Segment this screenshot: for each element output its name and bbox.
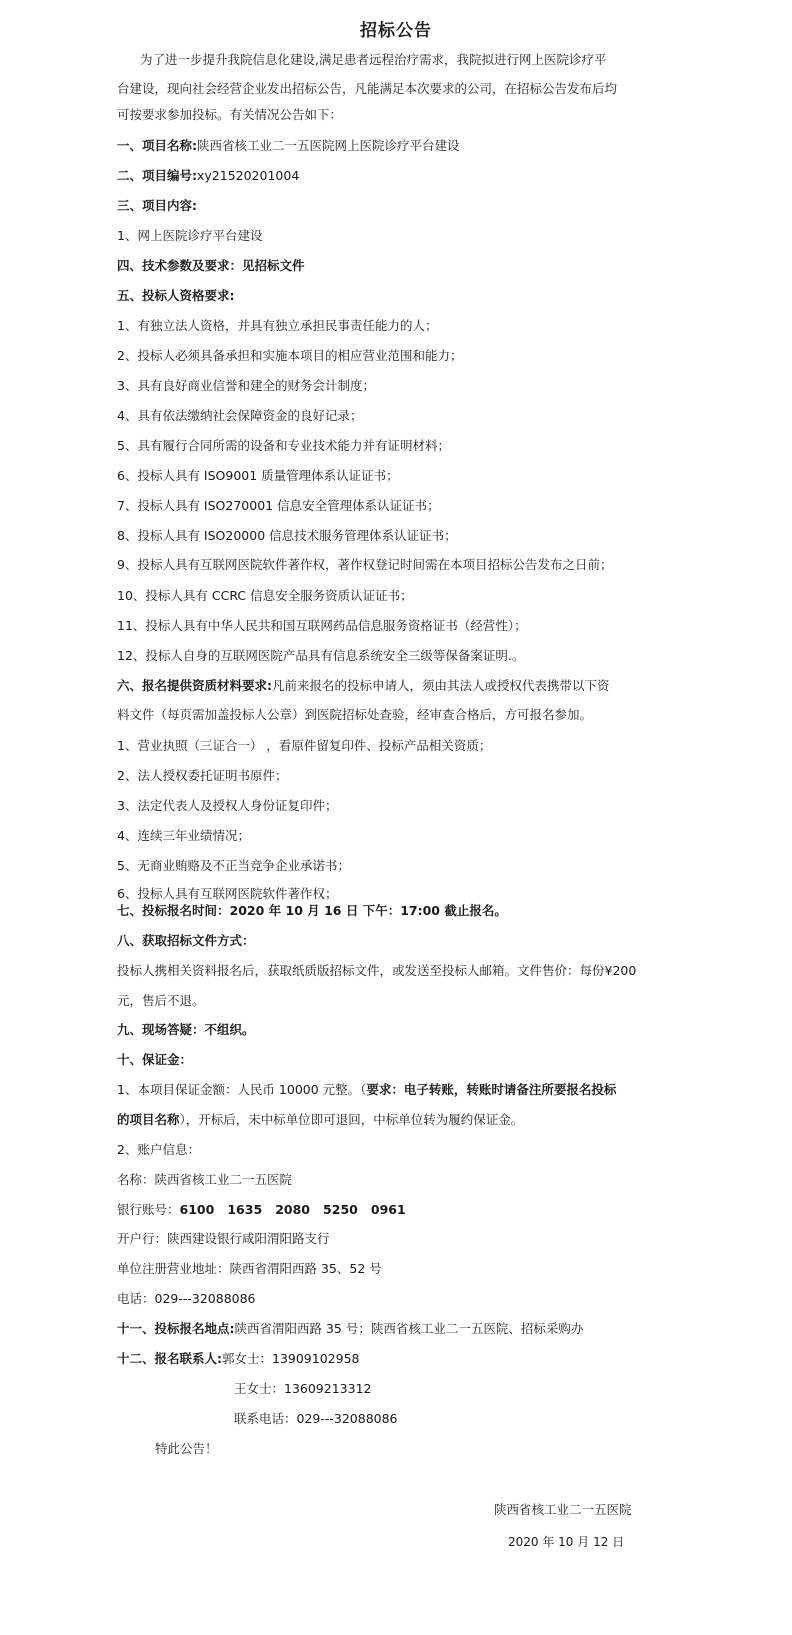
list-item: 6、投标人具有互联网医院软件著作权；	[117, 886, 338, 901]
deposit-requirement: 要求：电子转账，转账时请备注所要报名投标	[366, 1082, 617, 1097]
list-item: 5、无商业贿赂及不正当竞争企业承诺书；	[117, 858, 350, 873]
deposit-amount: 1、本项目保证金额：人民币 10000 元整。（	[117, 1082, 367, 1097]
deposit-line-1	[117, 1081, 616, 1099]
section-3-label: 三、项目内容:	[117, 198, 197, 213]
section-4-label: 四、技术参数及要求：见招标文件	[117, 258, 305, 273]
bank-branch: 开户行：陕西建设银行咸阳渭阳路支行	[117, 1231, 330, 1246]
list-item: 11、投标人具有中华人民共和国互联网药品信息服务资格证书（经营性）；	[117, 618, 527, 633]
contact-2: 王女士：13609213312	[234, 1381, 372, 1396]
account-name: 名称：陕西省核工业二一五医院	[117, 1172, 293, 1187]
section-1	[117, 137, 460, 155]
section-9-label: 九、现场答疑：不组织。	[117, 1022, 255, 1037]
date: 2020 年 10 月 12 日	[508, 1535, 625, 1549]
section-6-text-2: 料文件（每页需加盖投标人公章）到医院招标处查验，经审查合格后，方可报名参加。	[117, 707, 593, 722]
deposit-requirement-cont: 的项目名称	[117, 1112, 180, 1127]
intro-line-1: 为了进一步提升我院信息化建设,满足患者远程治疗需求，我院拟进行网上医院诊疗平	[140, 52, 607, 67]
intro-line-3: 可按要求参加投标。有关情况公告如下：	[117, 107, 343, 122]
list-item: 3、法定代表人及授权人身份证复印件；	[117, 798, 338, 813]
list-item: 4、具有依法缴纳社会保障资金的良好记录；	[117, 408, 363, 423]
list-item: 8、投标人具有 ISO20000 信息技术服务管理体系认证证书；	[117, 528, 457, 543]
list-item: 1、营业执照（三证合一） ，看原件留复印件、投标产品相关资质；	[117, 738, 492, 753]
contact-1: 郭女士：13909102958	[222, 1351, 360, 1366]
contact-phone: 联系电话：029---32088086	[234, 1411, 398, 1426]
list-item: 2、法人授权委托证明书原件；	[117, 768, 288, 783]
list-item: 2、投标人必须具备承担和实施本项目的相应营业范围和能力；	[117, 348, 463, 363]
intro-line-2: 台建设，现向社会经营企业发出招标公告，凡能满足本次要求的公司，在招标公告发布后均	[117, 81, 618, 96]
list-item: 7、投标人具有 ISO270001 信息安全管理体系认证证书；	[117, 498, 440, 513]
list-item: 9、投标人具有互联网医院软件著作权，著作权登记时间需在本项目招标公告发布之日前；	[117, 557, 613, 572]
section-6	[117, 677, 610, 695]
list-item: 12、投标人自身的互联网医院产品具有信息系统安全三级等保备案证明.。	[117, 648, 525, 663]
list-item: 5、具有履行合同所需的设备和专业技术能力并有证明材料；	[117, 438, 450, 453]
signature: 陕西省核工业二一五医院	[494, 1502, 632, 1517]
section-1-label: 一、项目名称:	[117, 138, 197, 153]
list-item: 1、网上医院诊疗平台建设	[117, 228, 263, 243]
project-number: xy21520201004	[197, 168, 300, 183]
section-11-label: 十一、投标报名地点:	[117, 1321, 235, 1336]
section-6-text: 凡前来报名的投标申请人，须由其法人或授权代表携带以下资	[272, 678, 610, 693]
section-5-label: 五、投标人资格要求:	[117, 288, 235, 303]
list-item: 6、投标人具有 ISO9001 质量管理体系认证证书；	[117, 468, 399, 483]
page-title: 招标公告	[360, 21, 432, 41]
list-item: 3、具有良好商业信誉和建全的财务会计制度；	[117, 378, 375, 393]
section-8-label: 八、获取招标文件方式：	[117, 933, 255, 948]
closing-text: 特此公告！	[155, 1441, 218, 1456]
section-2	[117, 167, 299, 185]
list-item: 4、连续三年业绩情况；	[117, 828, 250, 843]
section-11	[117, 1320, 583, 1338]
deposit-refund-text: ），开标后，未中标单位即可退回，中标单位转为履约保证金。	[179, 1112, 524, 1127]
list-item: 10、投标人具有 CCRC 信息安全服务资质认证证书；	[117, 588, 413, 603]
project-name: 陕西省核工业二一五医院网上医院诊疗平台建设	[197, 138, 460, 153]
bank-account-number: 6100 1635 2080 5250 0961	[179, 1202, 406, 1217]
registration-location: 陕西省渭阳西路 35 号；陕西省核工业二一五医院、招标采购办	[234, 1321, 584, 1336]
section-10-label: 十、保证金：	[117, 1052, 193, 1067]
bank-account	[117, 1201, 406, 1219]
section-7-label: 七、投标报名时间：2020 年 10 月 16 日 下午：17:00 截止报名。	[117, 903, 507, 918]
section-8-text-1: 投标人携相关资料报名后，获取纸质版招标文件，或发送至投标人邮箱。文件售价：每份¥200	[117, 963, 637, 978]
section-12	[117, 1350, 359, 1368]
account-info-label: 2、账户信息：	[117, 1142, 200, 1157]
section-8-text-2: 元，售后不退。	[117, 993, 205, 1008]
deposit-line-2	[117, 1111, 523, 1129]
bank-account-label: 银行账号：	[117, 1202, 180, 1217]
section-12-label: 十二、报名联系人:	[117, 1351, 222, 1366]
list-item: 1、有独立法人资格，并具有独立承担民事责任能力的人；	[117, 318, 438, 333]
registered-address: 单位注册营业地址：陕西省渭阳西路 35、52 号	[117, 1261, 382, 1276]
section-6-label: 六、报名提供资质材料要求:	[117, 678, 272, 693]
section-2-label: 二、项目编号:	[117, 168, 197, 183]
phone: 电话：029---32088086	[117, 1291, 256, 1306]
